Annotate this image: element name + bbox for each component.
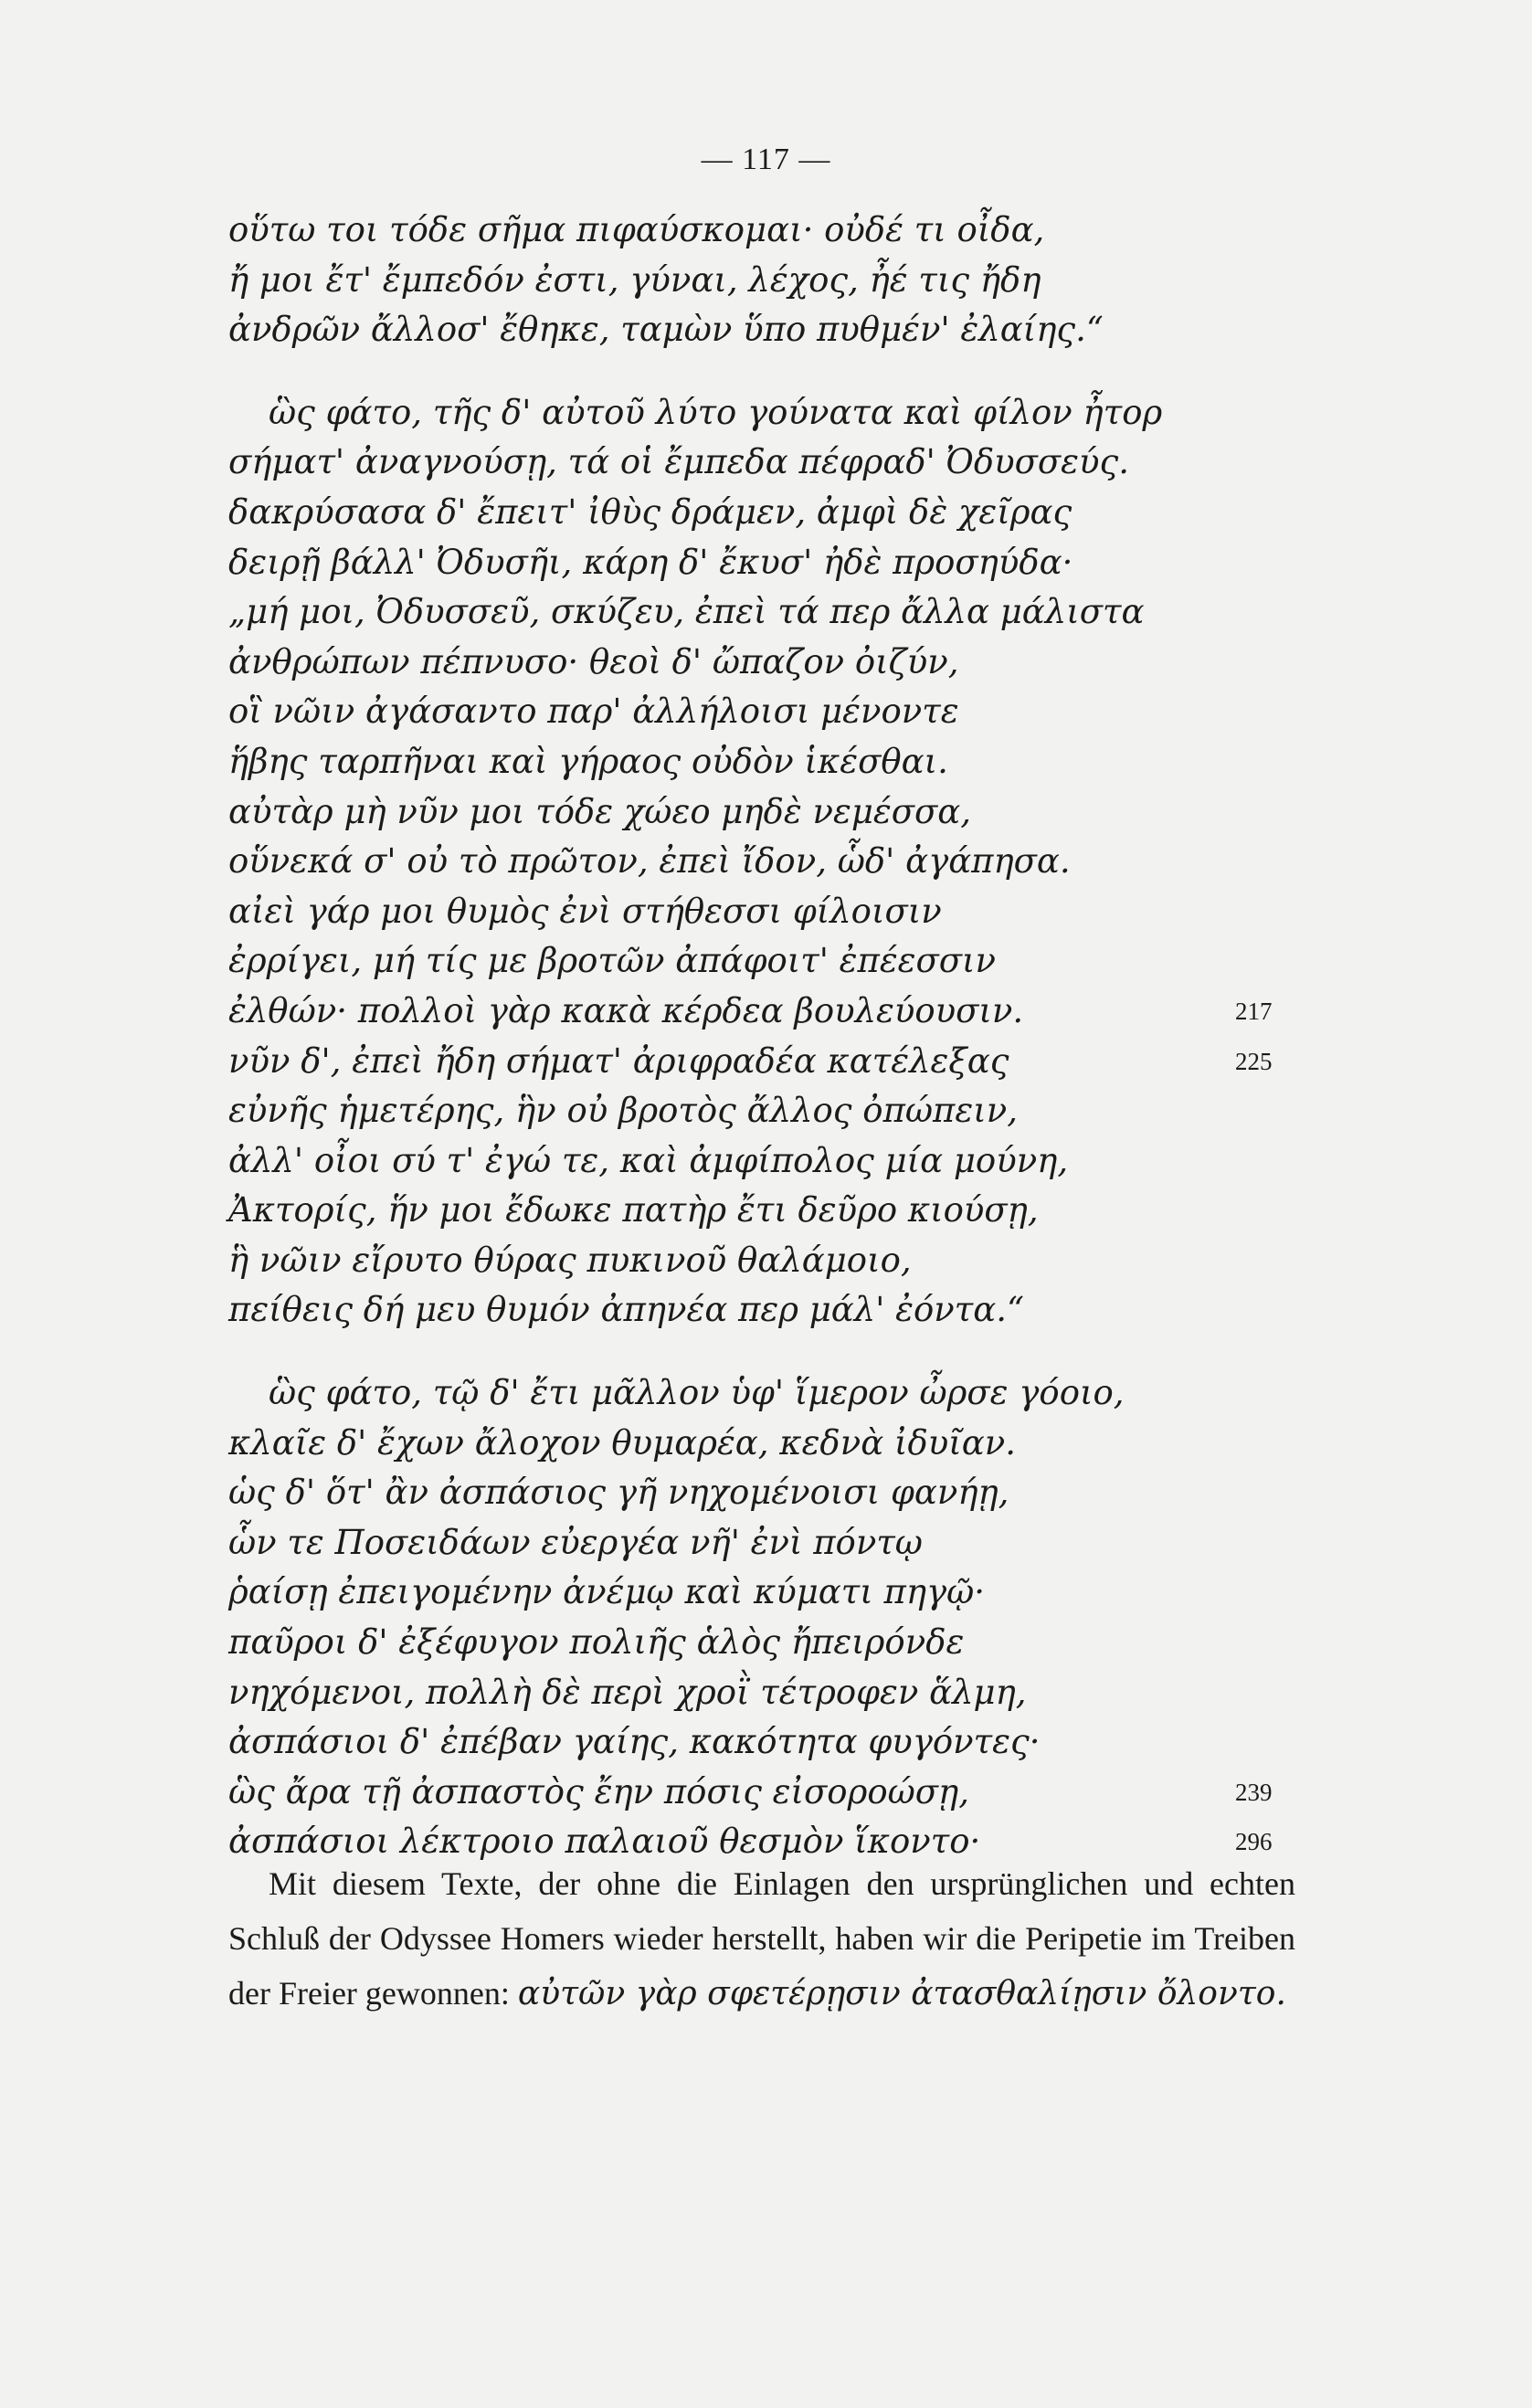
- stanza: [228, 206, 1288, 355]
- verse-line: ἐρρίγει, μή τίς με βροτῶν ἀπάφοιτ' ἐπέεσσιν: [228, 941, 997, 981]
- verse-line: οὕτω τοι τόδε σῆμα πιφαύσκομαι· οὐδέ τι οἶδα,: [228, 210, 1045, 249]
- line-number: 225: [1235, 1047, 1273, 1075]
- stanza: [228, 388, 1288, 1336]
- verse-line: ὧν τε Ποσειδάων εὐεργέα νῆ' ἐνὶ πόντῳ: [228, 1522, 923, 1562]
- page-number: — 117 —: [701, 143, 831, 176]
- verse-line: ἀνδρῶν ἄλλοσ' ἔθηκε, ταμὼν ὕπο πυθμέν' ἐλαίης.“: [228, 310, 1104, 350]
- verse-line: οἳ νῶιν ἀγάσαντο παρ' ἀλλήλοισι μένοντε: [228, 692, 959, 732]
- line-number: 217: [1235, 997, 1273, 1025]
- verse-line: αὐτὰρ μὴ νῦν μοι τόδε χώεο μηδὲ νεμέσσα,: [228, 791, 971, 831]
- verse-line: „μή μοι, Ὀδυσσεῦ, σκύζευ, ἐπεὶ τά περ ἄλλα μάλιστα: [228, 592, 1145, 632]
- verse-line: ῥαίσῃ ἐπειγομένην ἀνέμῳ καὶ κύματι πηγῷ·: [228, 1572, 986, 1612]
- line-number: 239: [1235, 1778, 1273, 1806]
- verse-line: εὐνῆς ἡμετέρης, ἣν οὐ βροτὸς ἄλλος ὀπώπειν,: [228, 1091, 1018, 1131]
- verse-line: ἀλλ' οἶοι σύ τ' ἐγώ τε, καὶ ἀμφίπολος μία μούνη,: [228, 1140, 1069, 1180]
- verse-line: δακρύσασα δ' ἔπειτ' ἰθὺς δράμεν, ἀμφὶ δὲ χεῖρας: [228, 491, 1072, 532]
- verse-line: σήματ' ἀναγνούσῃ, τά οἱ ἔμπεδα πέφραδ' Ὀδυσσεύς.: [228, 442, 1129, 482]
- verse-line: ἥβης ταρπῆναι καὶ γήραος οὐδὸν ἱκέσθαι.: [228, 741, 948, 781]
- greek-quote: αὐτῶν γὰρ σφετέρῃσιν ἀτασθαλίῃσιν ὄλοντο.: [517, 1975, 1286, 2012]
- verse-line: αἰεὶ γάρ μοι θυμὸς ἐνὶ στήθεσσι φίλοισιν: [228, 891, 942, 931]
- verse-line: νῦν δ', ἐπεὶ ἤδη σήματ' ἀριφραδέα κατέλεξας 225: [228, 1037, 1288, 1087]
- line-number: 296: [1235, 1828, 1273, 1856]
- verse-line: κλαῖε δ' ἔχων ἄλοχον θυμαρέα, κεδνὰ ἰδυῖαν.: [228, 1422, 1016, 1463]
- verse-line: ἣ νῶιν εἴρυτο θύρας πυκινοῦ θαλάμοιο,: [228, 1240, 912, 1280]
- verse-line: δειρῇ βάλλ' Ὀδυσῆι, κάρη δ' ἔκυσ' ἠδὲ προσηύδα·: [228, 542, 1073, 582]
- verse-line: ἀσπάσιοι λέκτροιο παλαιοῦ θεσμὸν ἵκοντο· 296: [228, 1817, 1288, 1867]
- stanza: [228, 1368, 1288, 1867]
- verse-line: ὣς φάτο, τῷ δ' ἔτι μᾶλλον ὑφ' ἵμερον ὦρσε γόοιο,: [269, 1373, 1125, 1413]
- verse-line: ὣς ἄρα τῇ ἀσπαστὸς ἔην πόσις εἰσοροώσῃ, 239: [228, 1768, 1288, 1818]
- prose-paragraph: [228, 1856, 1295, 2022]
- verse-line: ὡς δ' ὅτ' ἂν ἀσπάσιος γῆ νηχομένοισι φανήῃ,: [228, 1473, 1009, 1513]
- verse-block: [228, 206, 1288, 1900]
- german-text: Mit diesem Texte, der ohne die Einlagen den ursprünglichen und echten Schluß der Odyssee Homers wieder herstellt, haben wir die Peripetie im Treiben der Freier gewonnen:: [228, 1865, 1295, 2012]
- verse-line: ὣς φάτο, τῆς δ' αὐτοῦ λύτο γούνατα καὶ φίλον ἦτορ: [269, 392, 1163, 432]
- verse-line: ἐλθών· πολλοὶ γὰρ κακὰ κέρδεα βουλεύουσιν. 217: [228, 987, 1288, 1037]
- verse-line: παῦροι δ' ἐξέφυγον πολιῆς ἁλὸς ἤπειρόνδε: [228, 1622, 965, 1663]
- verse-line: πείθεις δή μευ θυμόν ἀπηνέα περ μάλ' ἐόντα.“: [228, 1290, 1024, 1330]
- verse-line: ἀνθρώπων πέπνυσο· θεοὶ δ' ὤπαζον ὀιζύν,: [228, 641, 959, 681]
- verse-line: οὕνεκά σ' οὐ τὸ πρῶτον, ἐπεὶ ἴδον, ὧδ' ἀγάπησα.: [228, 841, 1071, 882]
- verse-line: νηχόμενοι, πολλὴ δὲ περὶ χροῒ τέτροφεν ἅλμη,: [228, 1672, 1027, 1712]
- verse-line: ἤ μοι ἔτ' ἔμπεδόν ἐστι, γύναι, λέχος, ἦέ τις ἤδη: [228, 259, 1041, 300]
- verse-line: Ἀκτορίς, ἥν μοι ἔδωκε πατὴρ ἔτι δεῦρο κιούσῃ,: [228, 1190, 1039, 1230]
- verse-line: ἀσπάσιοι δ' ἐπέβαν γαίης, κακότητα φυγόντες·: [228, 1722, 1041, 1762]
